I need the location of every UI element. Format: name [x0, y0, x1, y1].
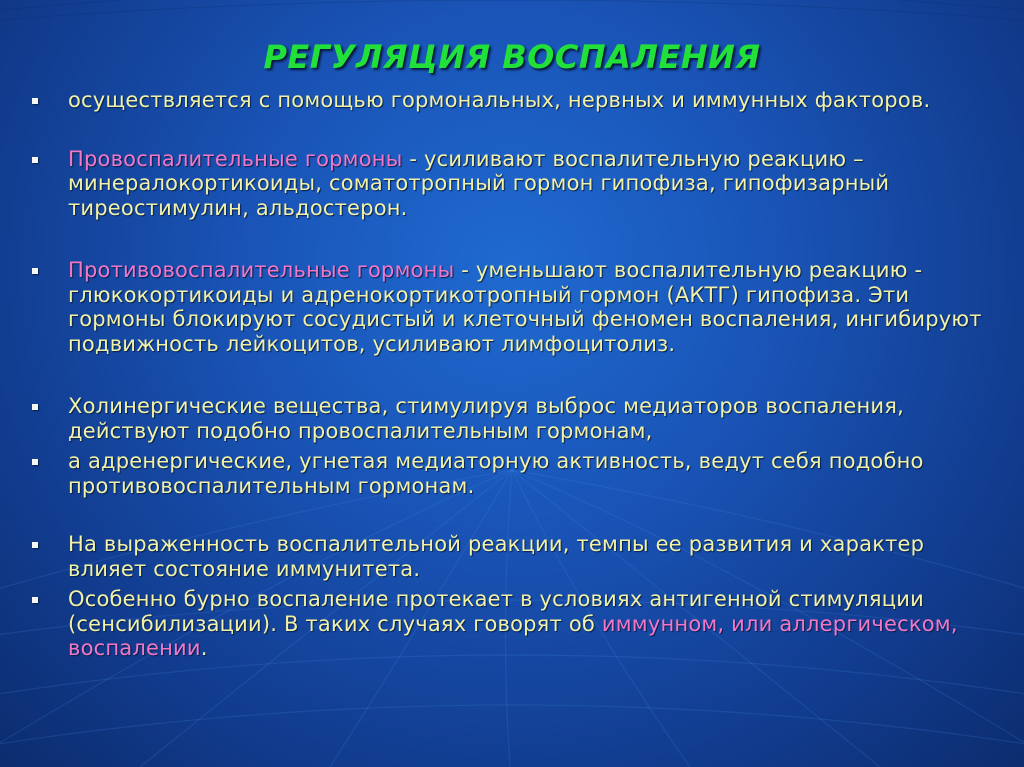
bullet-marker-icon	[32, 542, 38, 548]
bullet-text: - усиливают воспалительную реакцию – минералокортикоиды, соматотропный гормон гипофиза, гипофизарный тиреостимулин, альдостерон.	[68, 146, 890, 220]
bullet-highlight: Противовоспалительные гормоны	[68, 258, 455, 282]
bullet-text: На выраженность воспалительной реакции, темпы ее развития и характер влияет состояние иммунитета.	[68, 532, 925, 581]
bullet-marker-icon	[32, 597, 38, 603]
slide-title: РЕГУЛЯЦИЯ ВОСПАЛЕНИЯ	[263, 38, 761, 76]
bullet-item	[30, 258, 990, 356]
bullet-marker-icon	[32, 404, 38, 410]
bullet-marker-icon	[32, 268, 38, 274]
bullet-highlight: Провоспалительные гормоны	[68, 146, 403, 171]
bullet-item	[30, 587, 990, 661]
bullet-text: а адренергические, угнетая медиаторную активность, ведут себя подобно противовоспалительным гормонам.	[68, 449, 924, 498]
bullet-item	[30, 88, 990, 113]
bullet-marker-icon	[32, 98, 38, 104]
bullet-marker-icon	[32, 157, 38, 163]
bullet-text: Особенно бурно воспаление протекает в условиях антигенной стимуляции (сенсибилизации). В таких случаях говорят об	[68, 587, 924, 636]
bullet-tail: .	[200, 636, 208, 660]
bullet-text: - уменьшают воспалительную реакцию - глюкокортикоиды и адренокортикотропный гормон (АКТГ) гипофиза. Эти гормоны блокируют сосудистый и клеточный феномен воспаления, ингибируют подвижность лейкоцитов, усиливают лимфоцитолиз.	[68, 258, 982, 356]
bullet-item	[30, 532, 990, 581]
bullet-item	[30, 449, 990, 498]
bullet-item	[30, 394, 990, 443]
bullet-marker-icon	[32, 459, 38, 465]
bullet-text: осуществляется с помощью гормональных, нервных и иммунных факторов.	[68, 88, 931, 112]
bullet-item	[30, 147, 990, 221]
bullet-highlight: иммунном, или аллергическом, воспалении	[68, 611, 958, 660]
bullet-text: Холинергические вещества, стимулируя выброс медиаторов воспаления, действуют подобно провоспалительным гормонам,	[68, 394, 904, 443]
bullet-list	[30, 88, 990, 661]
